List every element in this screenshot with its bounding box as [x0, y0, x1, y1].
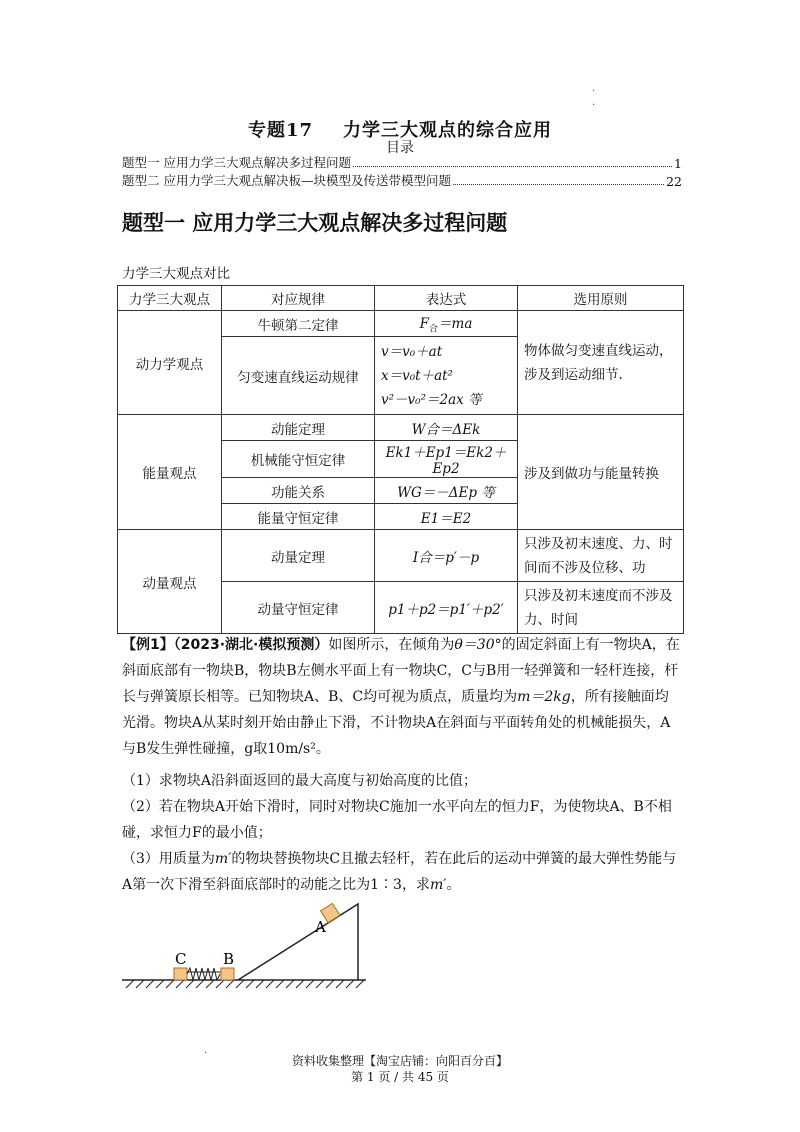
- principle-cell: 只涉及初末速度、力、时间而不涉及位移、功: [518, 530, 684, 582]
- law-cell: 动量定理: [222, 530, 375, 582]
- formula-cell: v＝v₀＋at x＝v₀t＋at² v²－v₀²＝2ax 等: [375, 337, 518, 415]
- table-caption: 力学三大观点对比: [122, 266, 230, 282]
- page-title: 专题17 力学三大观点的综合应用: [247, 120, 553, 141]
- table-header-row: [118, 286, 684, 311]
- law-cell: 功能关系: [222, 478, 375, 504]
- law-cell: 匀变速直线运动规律: [222, 337, 375, 415]
- formula-cell: $F_合=ma$: [375, 311, 518, 337]
- table-row: [118, 311, 684, 337]
- label-c: C: [175, 950, 187, 968]
- footer-line-1: 资料收集整理【淘宝店铺：向阳百分百】: [291, 1054, 508, 1068]
- scan-dot: ·: [204, 1048, 208, 1059]
- formula-cell: p1＋p2＝p1′＋p2′: [375, 582, 518, 634]
- law-cell: 机械能守恒定律: [222, 441, 375, 478]
- formula-cell: Ek1＋Ep1＝Ek2＋Ep2: [375, 441, 518, 478]
- section-heading: 题型一 应用力学三大观点解决多过程问题: [122, 211, 508, 235]
- toc-item-1[interactable]: 题型一 应用力学三大观点解决多过程问题 1: [122, 155, 682, 171]
- formula-cell: I合＝p′－p: [375, 530, 518, 582]
- formula-cell: E1＝E2: [375, 504, 518, 530]
- label-a: A: [315, 918, 326, 936]
- example-tag: 【例1】: [122, 637, 174, 653]
- table-header: 表达式: [375, 286, 518, 311]
- question-2: （2）若在物块A开始下滑时，同时对物块C施加一水平向左的恒力F，为使物块A、B不相碰，求恒力F的最小值；: [122, 799, 672, 841]
- table-header: 力学三大观点: [118, 286, 222, 311]
- toc-item-2[interactable]: 题型二 应用力学三大观点解决板—块模型及传送带模型问题 22: [122, 173, 682, 189]
- spring: [187, 968, 220, 980]
- table-header: 选用原则: [518, 286, 684, 311]
- block-b: [221, 968, 234, 980]
- table-header: 对应规律: [222, 286, 375, 311]
- example-body: 【例1】（2023·湖北·模拟预测）如图所示，在倾角为θ＝30°的固定斜面上有一物块A，在斜面底部有一物块B，物块B左侧水平面上有一物块C，C与B用一轻弹簧和一轻杆连接，杆长与弹簧原长相等。已知物块A、B、C均可视为质点，质量均为m＝2kg，所有接触面均光滑。物块A从某时刻开始由静止下滑，不计物块A在斜面与平面转角处的机械能损失，A与B发生弹性碰撞，g取10m/s²。: [122, 637, 680, 757]
- law-cell: 动量守恒定律: [222, 582, 375, 634]
- view-name: 动力学观点: [118, 311, 222, 415]
- ground-hatching: [126, 980, 364, 988]
- table-row: [118, 415, 684, 441]
- law-cell: 牛顿第二定律: [222, 311, 375, 337]
- formula-cell: W合＝ΔEk: [375, 415, 518, 441]
- formula-cell: WG＝－ΔEp 等: [375, 478, 518, 504]
- law-cell: 动能定理: [222, 415, 375, 441]
- law-cell: 能量守恒定律: [222, 504, 375, 530]
- view-name: 动量观点: [118, 530, 222, 634]
- example-source: （2023·湖北·模拟预测）: [173, 637, 329, 653]
- toc-heading: 目录: [386, 140, 414, 156]
- view-name: 能量观点: [118, 415, 222, 530]
- comparison-table: [117, 285, 684, 634]
- scan-dot: ·: [592, 100, 596, 111]
- question-3: （3）用质量为m′的物块替换物块C且撤去轻杆，若在此后的运动中弹簧的最大弹性势能与A第一次下滑至斜面底部时的动能之比为1∶3，求m′。: [122, 851, 677, 893]
- label-b: B: [223, 950, 235, 968]
- question-1: （1）求物块A沿斜面返回的最大高度与初始高度的比值；: [122, 773, 478, 789]
- incline-figure: [120, 898, 380, 998]
- principle-cell: 涉及到做功与能量转换: [518, 415, 684, 530]
- page-number: 第 1 页 / 共 45 页: [351, 1070, 449, 1084]
- principle-cell: 只涉及初末速度而不涉及力、时间: [518, 582, 684, 634]
- table-row: [118, 530, 684, 582]
- scan-dot: ·: [592, 86, 596, 97]
- principle-cell: 物体做匀变速直线运动，涉及到运动细节.: [518, 311, 684, 415]
- block-c: [174, 968, 187, 980]
